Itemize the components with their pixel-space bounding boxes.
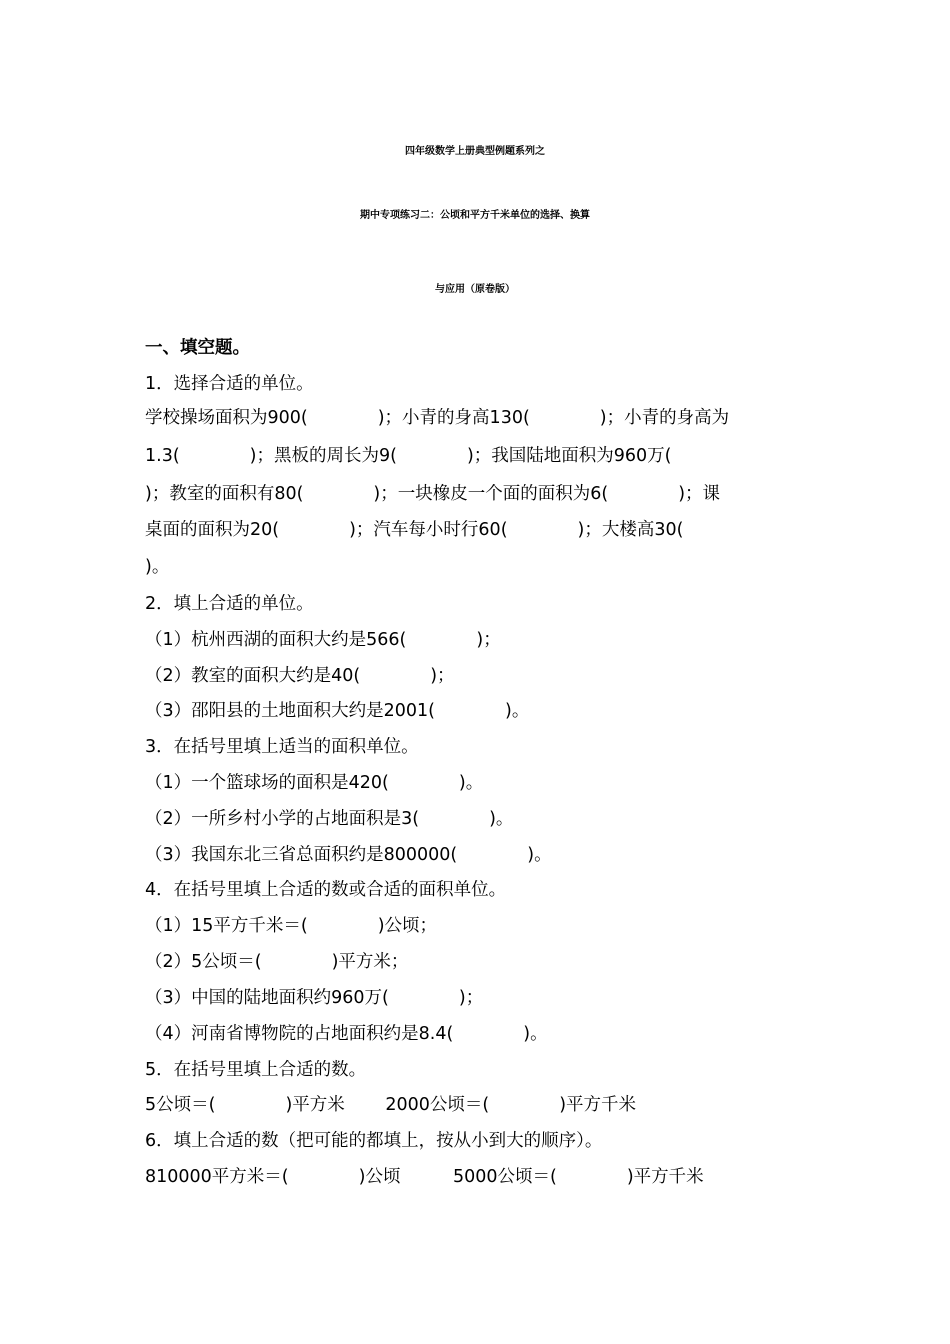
- title-line-2: 期中专项练习二：公顷和平方千米单位的选择、换算: [360, 210, 590, 221]
- question-1-text: 1.3( )；黑板的周长为9( )；我国陆地面积为960万(: [145, 446, 672, 466]
- question-2-title: 2．填上合适的单位。: [145, 594, 314, 614]
- question-2-item: （3）邵阳县的土地面积大约是2001( )。: [145, 701, 530, 721]
- question-4-item: （1）15平方千米＝( )公顷；: [145, 916, 438, 936]
- question-5-text: 5公顷＝( )平方米 2000公顷＝( )平方千米: [145, 1095, 637, 1115]
- question-1-title: 1．选择合适的单位。: [145, 374, 314, 394]
- question-4-item: （3）中国的陆地面积约960万( )；: [145, 988, 484, 1008]
- question-4-title: 4．在括号里填上合适的数或合适的面积单位。: [145, 880, 507, 900]
- question-4-item: （4）河南省博物院的占地面积约是8.4( )。: [145, 1024, 548, 1044]
- question-2-item: （1）杭州西湖的面积大约是566( )；: [145, 630, 501, 650]
- question-3-title: 3．在括号里填上适当的面积单位。: [145, 737, 419, 757]
- question-1-text: 桌面的面积为20( )；汽车每小时行60( )；大楼高30(: [145, 520, 684, 540]
- question-1-text: 学校操场面积为900( )；小青的身高130( )；小青的身高为: [145, 408, 730, 428]
- question-6-title: 6．填上合适的数（把可能的都填上，按从小到大的顺序）。: [145, 1131, 603, 1151]
- question-1-text: )。: [145, 557, 170, 577]
- question-5-title: 5．在括号里填上合适的数。: [145, 1060, 367, 1080]
- section-heading: 一、填空题。: [145, 338, 250, 358]
- question-2-item: （2）教室的面积大约是40( )；: [145, 666, 455, 686]
- title-line-1: 四年级数学上册典型例题系列之: [405, 146, 545, 157]
- question-3-item: （3）我国东北三省总面积约是800000( )。: [145, 845, 552, 865]
- question-4-item: （2）5公顷＝( )平方米；: [145, 952, 409, 972]
- question-3-item: （1）一个篮球场的面积是420( )。: [145, 773, 484, 793]
- title-line-3: 与应用（原卷版）: [435, 284, 515, 295]
- question-3-item: （2）一所乡村小学的占地面积是3( )。: [145, 809, 514, 829]
- question-1-text: )；教室的面积有80( )；一块橡皮一个面的面积为6( )；课: [145, 484, 721, 504]
- question-6-text: 810000平方米＝( )公顷 5000公顷＝( )平方千米: [145, 1167, 704, 1187]
